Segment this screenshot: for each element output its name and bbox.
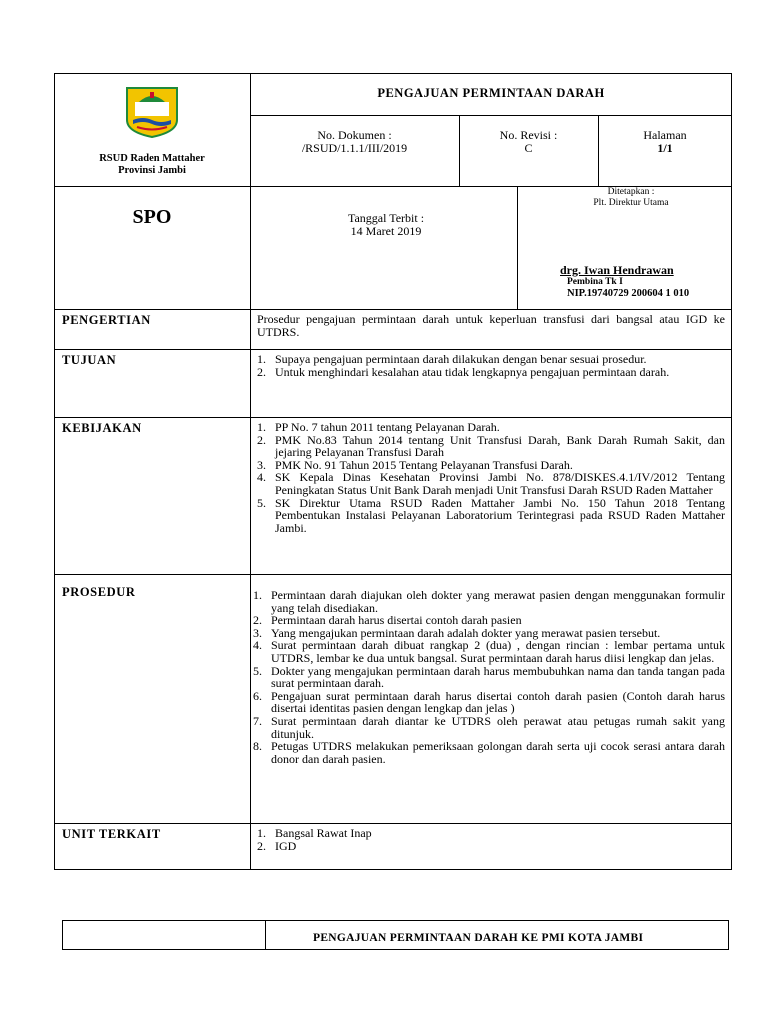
list-item-text: PP No. 7 tahun 2011 tentang Pelayanan Darah. [275, 420, 500, 434]
document-title: PENGAJUAN PERMINTAAN DARAH [377, 86, 605, 100]
row-divider-tujuan [54, 349, 732, 350]
hospital-name: RSUD Raden Mattaher [99, 153, 205, 164]
footer-divider [265, 920, 266, 950]
list-item-number: 6. [253, 688, 262, 703]
list-item-number: 2. [257, 364, 266, 379]
page-label: Halaman [643, 128, 687, 142]
list-item-number: 1. [257, 420, 266, 434]
list-item-number: 2. [257, 432, 266, 447]
list-item-number: 1. [257, 826, 266, 840]
row-divider-kebijakan [54, 417, 732, 418]
footer-title: PENGAJUAN PERMINTAAN DARAH KE PMI KOTA JAMBI [313, 932, 644, 944]
list-item [257, 827, 725, 840]
issue-date-value: 14 Maret 2019 [350, 224, 422, 238]
section-label-pengertian: PENGERTIAN [62, 313, 151, 327]
prosedur-list [253, 589, 725, 765]
list-item-number: 3. [257, 457, 266, 472]
page-value: 1/1 [657, 141, 673, 155]
revision-label: No. Revisi : [499, 128, 558, 142]
list-item [253, 589, 725, 614]
list-item-text: Supaya pengajuan permintaan darah dilakukan dengan benar sesuai prosedur. [275, 352, 647, 366]
list-item [257, 840, 725, 853]
list-item-number: 8. [253, 739, 262, 754]
list-item-text: Bangsal Rawat Inap [275, 826, 372, 840]
section-label-tujuan: TUJUAN [62, 353, 117, 367]
section-label-unit-terkait: UNIT TERKAIT [62, 827, 161, 841]
issue-date-label: Tanggal Terbit : [347, 211, 425, 225]
list-item-text: Dokter yang mengajukan permintaan darah harus membubuhkan nama dan tanda tangan pada surat permintaan darah. [271, 663, 725, 691]
list-item-number: 5. [257, 495, 266, 510]
list-item [253, 639, 725, 664]
spo-label: SPO [132, 206, 172, 228]
list-item-text: Surat permintaan darah dibuat rangkap 2 (dua) , dengan rincian : lembar pertama untuk UTDRS, lembar ke dua untuk bangsal. Surat permintaan darah harus diisi lengkap dan jelas. [271, 638, 725, 665]
row-divider-pengertian [54, 309, 732, 310]
hospital-logo-icon [123, 86, 181, 138]
list-item [253, 740, 725, 765]
tujuan-list [257, 353, 725, 378]
list-item-text: Permintaan darah diajukan oleh dokter yang merawat pasien dengan menggunakan formulir yang telah disediakan. [271, 588, 725, 615]
list-item-text: Pengajuan surat permintaan darah harus disertai contoh darah pasien (Contoh darah harus disertai identitas pasien dengan lengkap dan jelas ) [271, 688, 725, 716]
list-item-text: PMK No. 91 Tahun 2015 Tentang Pelayanan Transfusi Darah. [275, 457, 573, 472]
hospital-province: Provinsi Jambi [118, 165, 186, 176]
list-item-text: SK Kepala Dinas Kesehatan Provinsi Jambi No. 878/DISKES.4.1/IV/2012 Tentang Peningkatan Status Unit Bank Darah menjadi Unit Transfusi Darah RSUD Raden Mattaher [275, 470, 725, 497]
doc-number-value: /RSUD/1.1.1/III/2019 [301, 141, 408, 155]
approved-position: Plt. Direktur Utama [593, 198, 669, 208]
list-item [257, 497, 725, 535]
list-item-text: PMK No.83 Tahun 2014 tentang Unit Transfusi Darah, Bank Darah Rumah Sakit, dan jejaring Pelayanan Transfusi Darah [275, 432, 725, 460]
list-item-number: 5. [253, 663, 262, 678]
pengertian-text: Prosedur pengajuan permintaan darah untuk keperluan transfusi dari bangsal atau IGD ke UTDRS. [257, 312, 725, 339]
list-item [253, 690, 725, 715]
doc-number-label: No. Dokumen : [317, 128, 392, 142]
list-item [257, 366, 725, 379]
list-item-text: Petugas UTDRS melakukan pemeriksaan golongan darah serta uji cocok serasi antara darah donor dan darah pasien. [271, 739, 725, 766]
row-divider-unit [54, 823, 732, 824]
list-item [253, 665, 725, 690]
list-item-text: SK Direktur Utama RSUD Raden Mattaher Jambi No. 150 Tahun 2018 Tentang Pembentukan Instalasi Pelayanan Laboratorium Terintegrasi pada RSUD Raden Mattaher Jambi. [275, 495, 725, 535]
section-label-kebijakan: KEBIJAKAN [62, 421, 142, 435]
list-item-text: Permintaan darah harus disertai contoh darah pasien [271, 613, 522, 628]
row-divider-prosedur [54, 574, 732, 575]
list-item-number: 1. [253, 588, 262, 602]
revision-value: C [524, 141, 533, 155]
list-item-number: 7. [253, 713, 262, 728]
list-item-number: 4. [253, 638, 262, 653]
list-item-number: 3. [253, 625, 262, 640]
signer-nip: NIP.19740729 200604 1 010 [567, 288, 690, 299]
column-divider [250, 73, 251, 870]
signer-name: drg. Iwan Hendrawan [560, 263, 674, 277]
list-item-text: Surat permintaan darah diantar ke UTDRS oleh perawat atau petugas rumah sakit yang ditunjuk. [271, 713, 725, 741]
section-label-prosedur: PROSEDUR [62, 585, 136, 599]
list-item [253, 715, 725, 740]
list-item-text: Yang mengajukan permintaan darah adalah dokter yang merawat pasien tersebut. [271, 625, 661, 640]
approved-label: Ditetapkan : [607, 187, 655, 197]
list-item-text: IGD [275, 838, 297, 853]
title-divider [250, 115, 732, 116]
unit-terkait-list [257, 827, 725, 852]
list-item-number: 2. [257, 838, 266, 853]
kebijakan-list [257, 421, 725, 534]
list-item-number: 1. [257, 352, 266, 366]
signer-rank: Pembina Tk I [567, 277, 623, 287]
list-item-number: 2. [253, 613, 262, 628]
list-item [257, 471, 725, 496]
list-item [257, 434, 725, 459]
list-item-text: Untuk menghindari kesalahan atau tidak lengkapnya pengajuan permintaan darah. [275, 364, 670, 379]
list-item-number: 4. [257, 470, 266, 485]
